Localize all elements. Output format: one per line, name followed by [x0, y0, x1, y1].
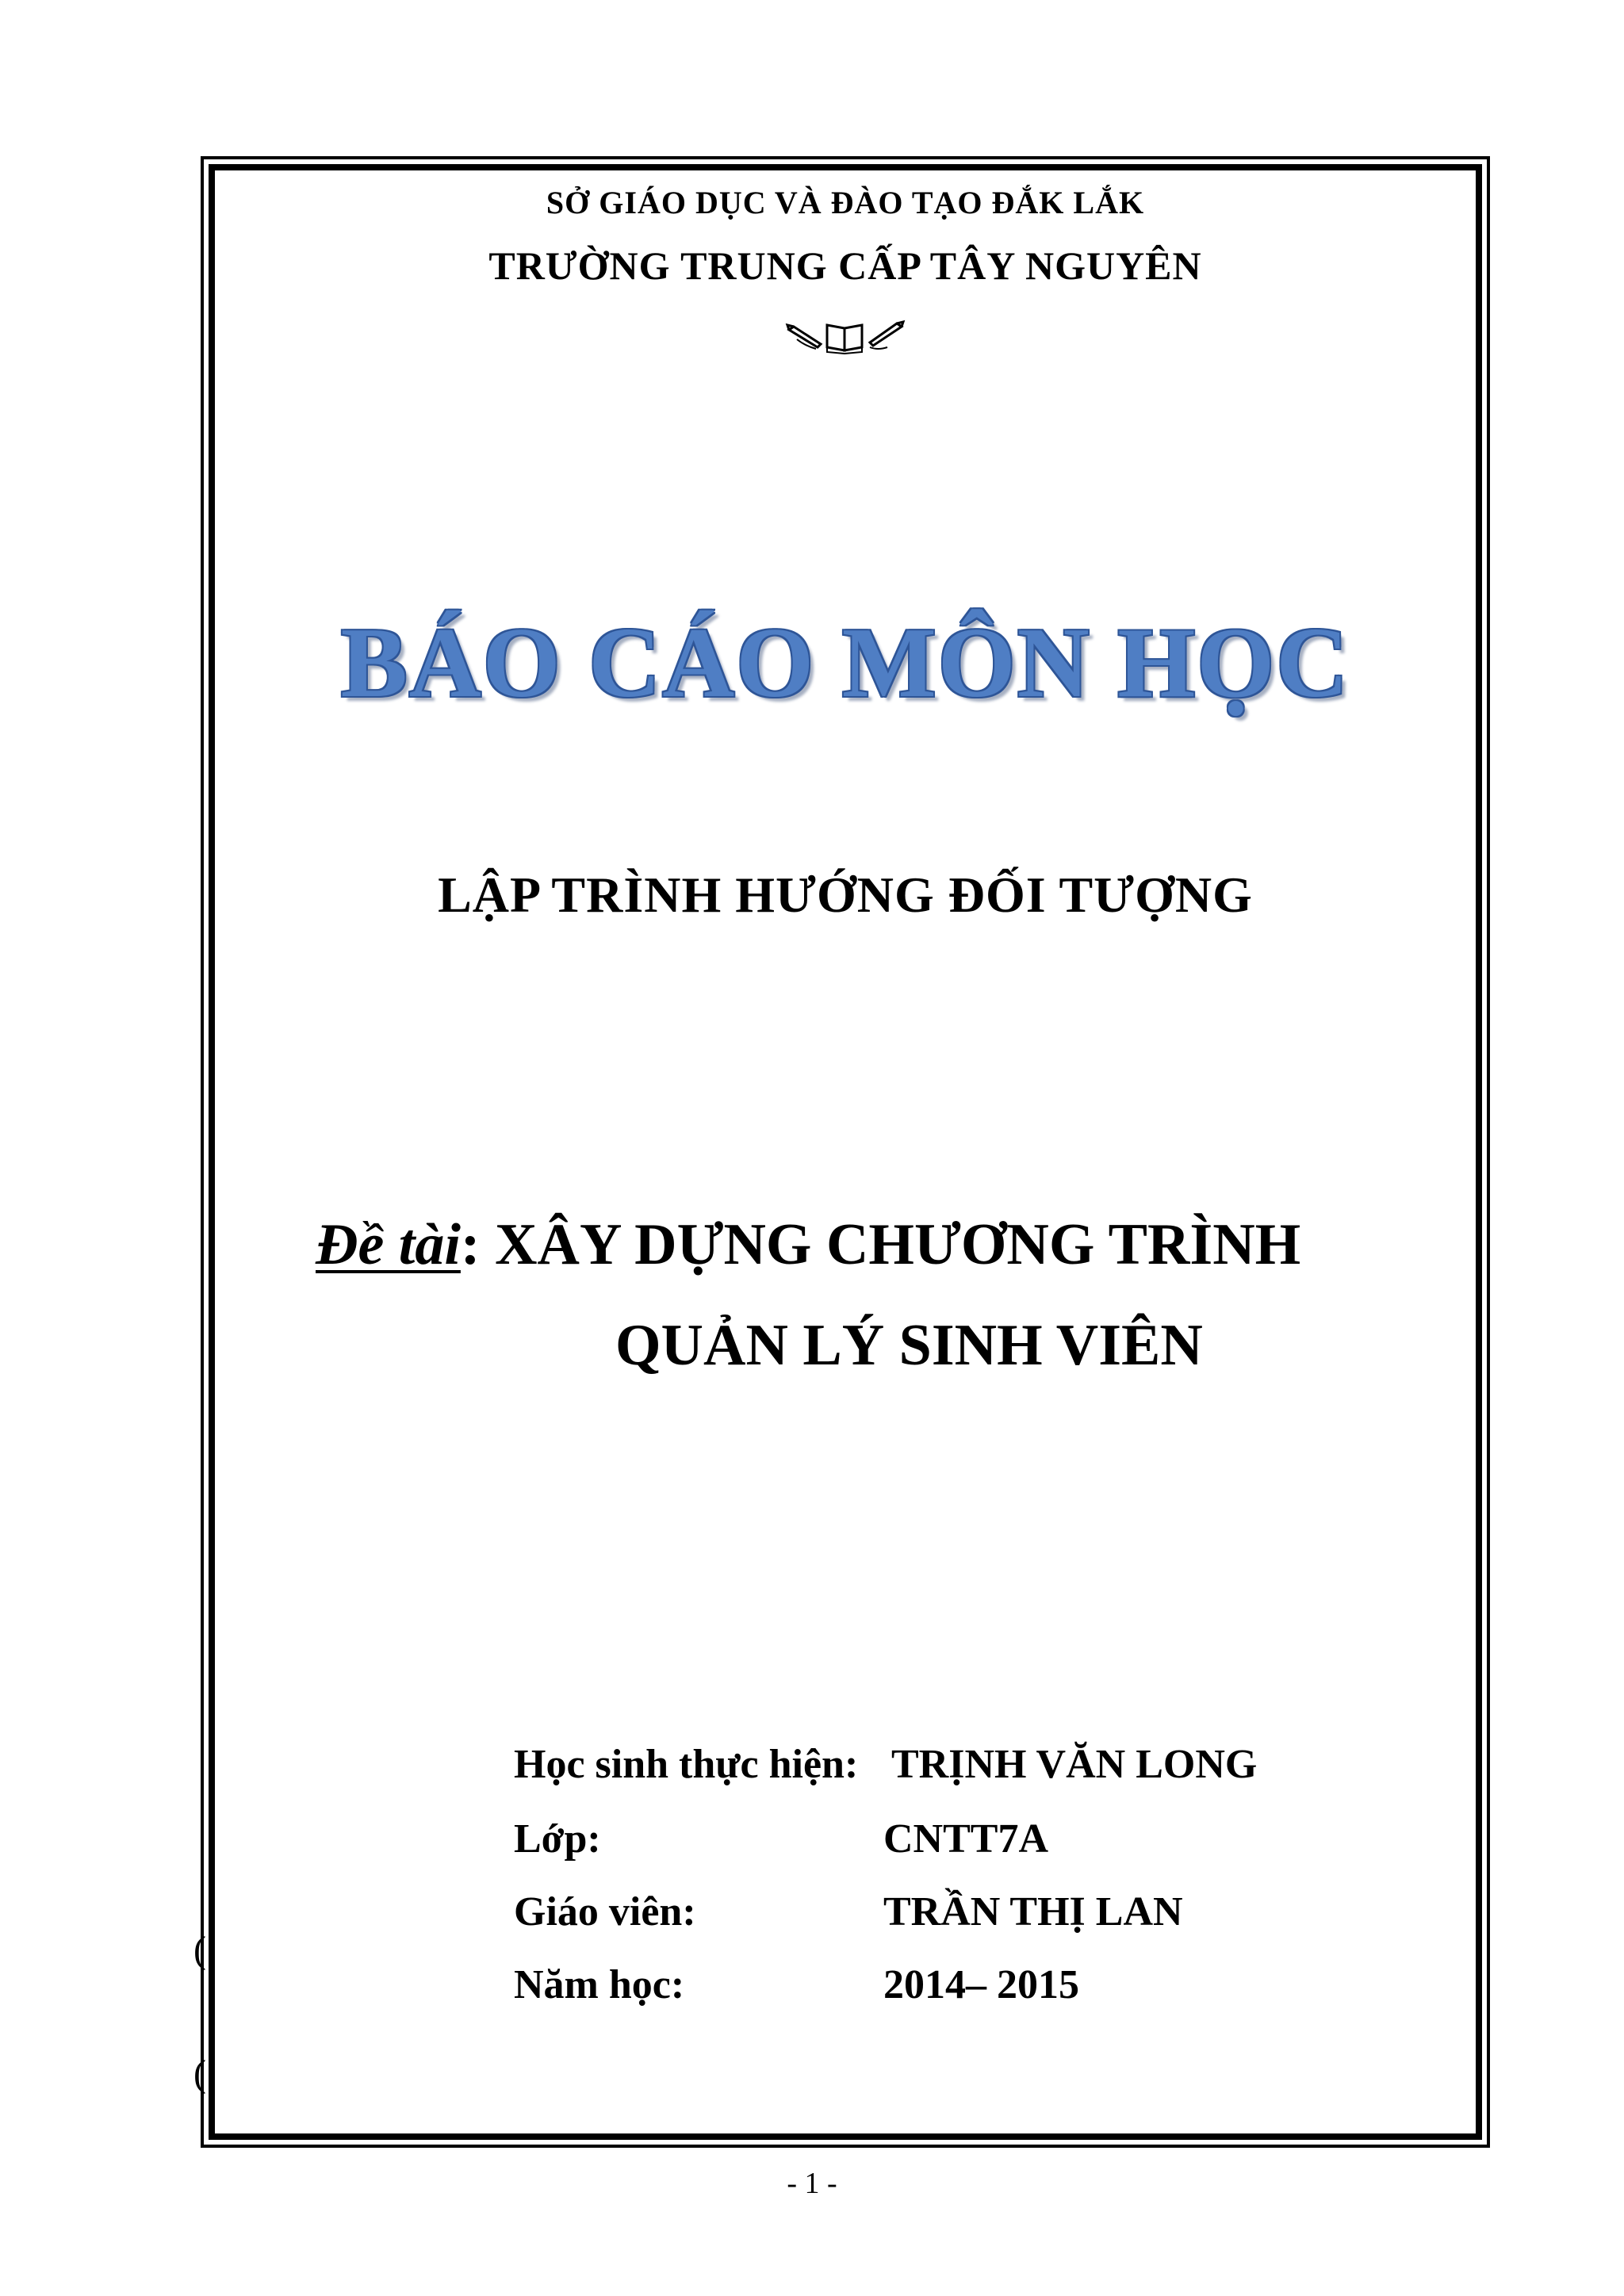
topic-separator: : [460, 1212, 496, 1277]
info-value: CNTT7A [883, 1816, 1049, 1862]
page-number: - 1 - [787, 2167, 837, 2200]
school-heading: TRƯỜNG TRUNG CẤP TÂY NGUYÊN [488, 243, 1202, 288]
info-row-class [514, 1816, 1049, 1871]
info-label: Lớp: [514, 1816, 601, 1862]
info-label: Học sinh thực hiện: [514, 1742, 859, 1787]
info-row-teacher [514, 1888, 1183, 1944]
info-row-year [514, 1961, 1079, 2017]
info-value: TRỊNH VĂN LONG [891, 1742, 1258, 1787]
topic-text-2: QUẢN LÝ SINH VIÊN [615, 1313, 1203, 1378]
info-label: Giáo viên: [514, 1889, 696, 1934]
subject-title: LẬP TRÌNH HƯỚNG ĐỐI TƯỢNG [438, 867, 1253, 923]
ornament-svg [786, 316, 905, 355]
info-row-student [514, 1741, 1258, 1797]
report-title: BÁO CÁO MÔN HỌC [340, 608, 1350, 718]
stray-mark: ( [193, 1929, 206, 1971]
pen-book-pen-ornament-icon [209, 316, 1482, 363]
info-value: 2014– 2015 [883, 1962, 1079, 2007]
topic-label: Đề tài [316, 1212, 461, 1277]
topic-text-1: XÂY DỰNG CHƯƠNG TRÌNH [495, 1212, 1301, 1277]
topic-line-1 [316, 1211, 1300, 1279]
stray-mark: ( [193, 2053, 206, 2095]
ministry-heading: SỞ GIÁO DỤC VÀ ĐÀO TẠO ĐẮK LẮK [546, 185, 1145, 220]
info-label: Năm học: [514, 1962, 685, 2007]
info-value: TRẦN THỊ LAN [883, 1889, 1183, 1934]
